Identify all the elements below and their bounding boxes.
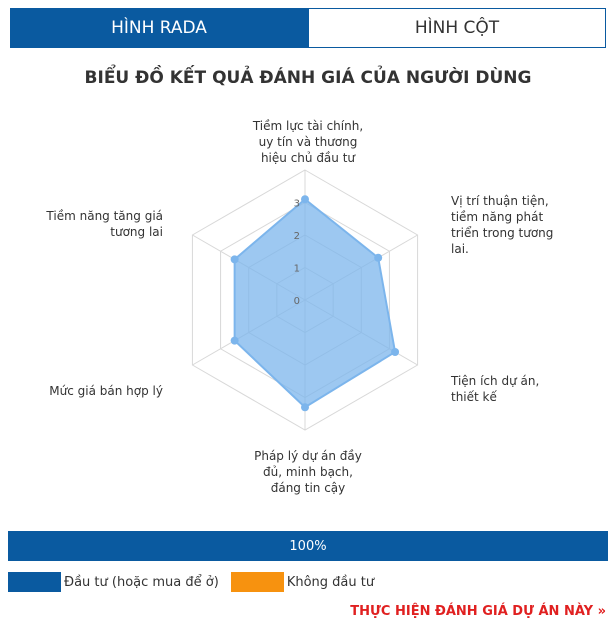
legend bbox=[8, 572, 386, 592]
data-point bbox=[301, 195, 309, 203]
progress-label: 100% bbox=[289, 538, 327, 554]
data-point bbox=[231, 337, 239, 345]
category-label: Pháp lý dự án đầy đủ, minh bạch, đáng tin cậy bbox=[254, 449, 362, 495]
data-area bbox=[235, 199, 395, 407]
radial-tick-label: 1 bbox=[293, 263, 300, 275]
progress-bar bbox=[8, 531, 608, 561]
category-label: Vị trí thuận tiện, tiềm năng phát triển trong tương lai. bbox=[451, 194, 554, 256]
legend-label-invest: Đầu tư (hoặc mua để ở) bbox=[64, 574, 219, 590]
radial-tick-label: 3 bbox=[293, 198, 300, 210]
category-label: Tiềm lực tài chính, uy tín và thương hiệu chủ đầu tư bbox=[252, 119, 364, 165]
data-point bbox=[231, 255, 239, 263]
tab-radar[interactable]: HÌNH RADA bbox=[10, 8, 308, 48]
category-label: Tiện ích dự án, thiết kế bbox=[451, 374, 540, 404]
radial-tick-label: 2 bbox=[293, 231, 300, 242]
legend-swatch-no-invest bbox=[231, 572, 284, 592]
legend-label-no-invest: Không đầu tư bbox=[286, 574, 375, 590]
chart-title: BIỂU ĐỒ KẾT QUẢ ĐÁNH GIÁ CỦA NGƯỜI DÙNG bbox=[84, 68, 532, 88]
category-label: Mức giá bán hợp lý bbox=[49, 384, 163, 398]
legend-swatch-invest bbox=[8, 572, 61, 592]
tab-column[interactable]: HÌNH CỘT bbox=[308, 8, 606, 48]
data-point bbox=[301, 403, 309, 411]
data-point bbox=[374, 254, 382, 262]
category-label: Tiềm năng tăng giá tương lai bbox=[46, 209, 163, 239]
data-point bbox=[391, 348, 399, 356]
chart-type-tabs bbox=[10, 8, 606, 48]
radar-chart bbox=[0, 100, 616, 520]
radial-tick-label: 0 bbox=[293, 296, 300, 307]
evaluate-project-link[interactable]: THỰC HIỆN ĐÁNH GIÁ DỰ ÁN NÀY » bbox=[350, 604, 606, 619]
